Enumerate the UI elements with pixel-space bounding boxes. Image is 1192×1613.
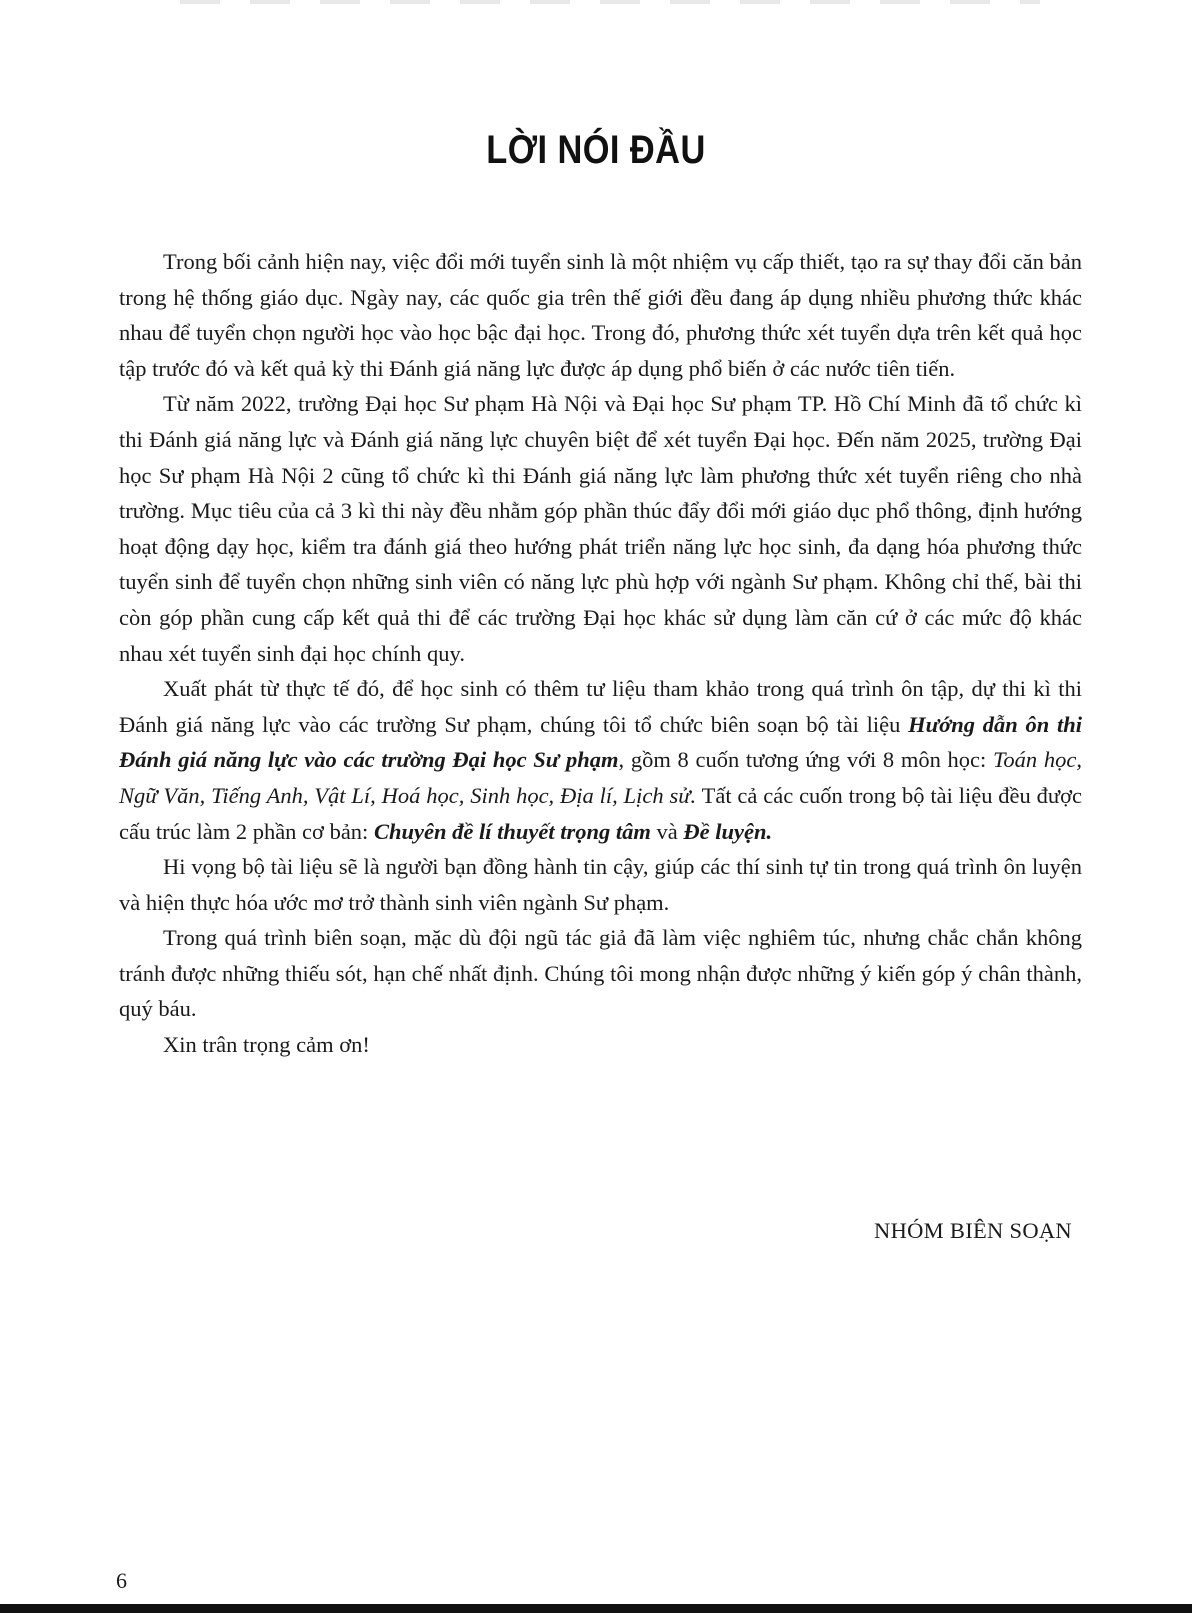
preface-body: [119, 244, 1082, 1063]
part-two-title: Đề luyện.: [683, 818, 773, 844]
paragraph-3-text-a: Xuất phát từ thực tế đó, để học sinh có thêm tư liệu tham khảo trong quá trình ôn tập, dự thi kì thi Đánh giá năng lực vào các trường Sư phạm, chúng tôi tổ chức biên soạn bộ tài liệu: [119, 676, 1082, 737]
paragraph-3-text-c: , gồm 8 cuốn tương ứng với 8 môn học:: [618, 747, 993, 773]
book-series-title: Hướng dẫn ôn thi Đánh giá năng lực vào các trường Đại học Sư phạm: [119, 711, 1082, 773]
paragraph-3-text-g: và: [650, 818, 684, 844]
part-one-title: Chuyên đề lí thuyết trọng tâm: [373, 818, 651, 844]
paragraph-2: Từ năm 2022, trường Đại học Sư phạm Hà Nội và Đại học Sư phạm TP. Hồ Chí Minh đã tổ chức kì thi Đánh giá năng lực và Đánh giá năng lực chuyên biệt để xét tuyển Đại học. Đến năm 2025, trường Đại học Sư phạm Hà Nội 2 cũng tổ chức kì thi Đánh giá năng lực làm phương thức xét tuyển riêng cho nhà trường. Mục tiêu của cả 3 kì thi này đều nhằm góp phần thúc đẩy đổi mới giáo dục phổ thông, định hướng hoạt động dạy học, kiểm tra đánh giá theo hướng phát triển năng lực học sinh, đa dạng hóa phương thức tuyển sinh để tuyển chọn những sinh viên có năng lực phù hợp với ngành Sư phạm. Không chỉ thế, bài thi còn góp phần cung cấp kết quả thi để các trường Đại học khác sử dụng làm căn cứ ở các mức độ khác nhau xét tuyển sinh đại học chính quy.: [119, 391, 1082, 666]
signature: NHÓM BIÊN SOẠN: [874, 1218, 1072, 1243]
paragraph-1: Trong bối cảnh hiện nay, việc đổi mới tuyển sinh là một nhiệm vụ cấp thiết, tạo ra sự thay đổi căn bản trong hệ thống giáo dục. Ngày nay, các quốc gia trên thế giới đều đang áp dụng nhiều phương thức khác nhau để tuyển chọn người học vào học bậc đại học. Trong đó, phương thức xét tuyển dựa trên kết quả học tập trước đó và kết quả kỳ thi Đánh giá năng lực được áp dụng phổ biến ở các nước tiên tiến.: [119, 249, 1082, 381]
paragraph-5: Trong quá trình biên soạn, mặc dù đội ngũ tác giả đã làm việc nghiêm túc, nhưng chắc chắn không tránh được những thiếu sót, hạn chế nhất định. Chúng tôi mong nhận được những ý kiến góp ý chân thành, quý báu.: [119, 925, 1082, 1022]
subject-list: Toán học, Ngữ Văn, Tiếng Anh, Vật Lí, Hoá học, Sinh học, Địa lí, Lịch sử.: [119, 747, 1082, 808]
paragraph-4: Hi vọng bộ tài liệu sẽ là người bạn đồng hành tin cậy, giúp các thí sinh tự tin trong quá trình ôn luyện và hiện thực hóa ước mơ trở thành sinh viên ngành Sư phạm.: [119, 854, 1082, 915]
page-title: LỜI NÓI ĐẦU: [486, 128, 706, 172]
paragraph-3-text-e: Tất cả các cuốn trong bộ tài liệu đều được cấu trúc làm 2 phần cơ bản:: [119, 782, 1082, 844]
scan-artifact: [180, 0, 1040, 4]
page-number: 6: [116, 1568, 127, 1593]
paragraph-6: Xin trân trọng cảm ơn!: [163, 1032, 370, 1058]
bottom-border: [0, 1604, 1192, 1613]
paragraph-3: [119, 671, 1082, 849]
